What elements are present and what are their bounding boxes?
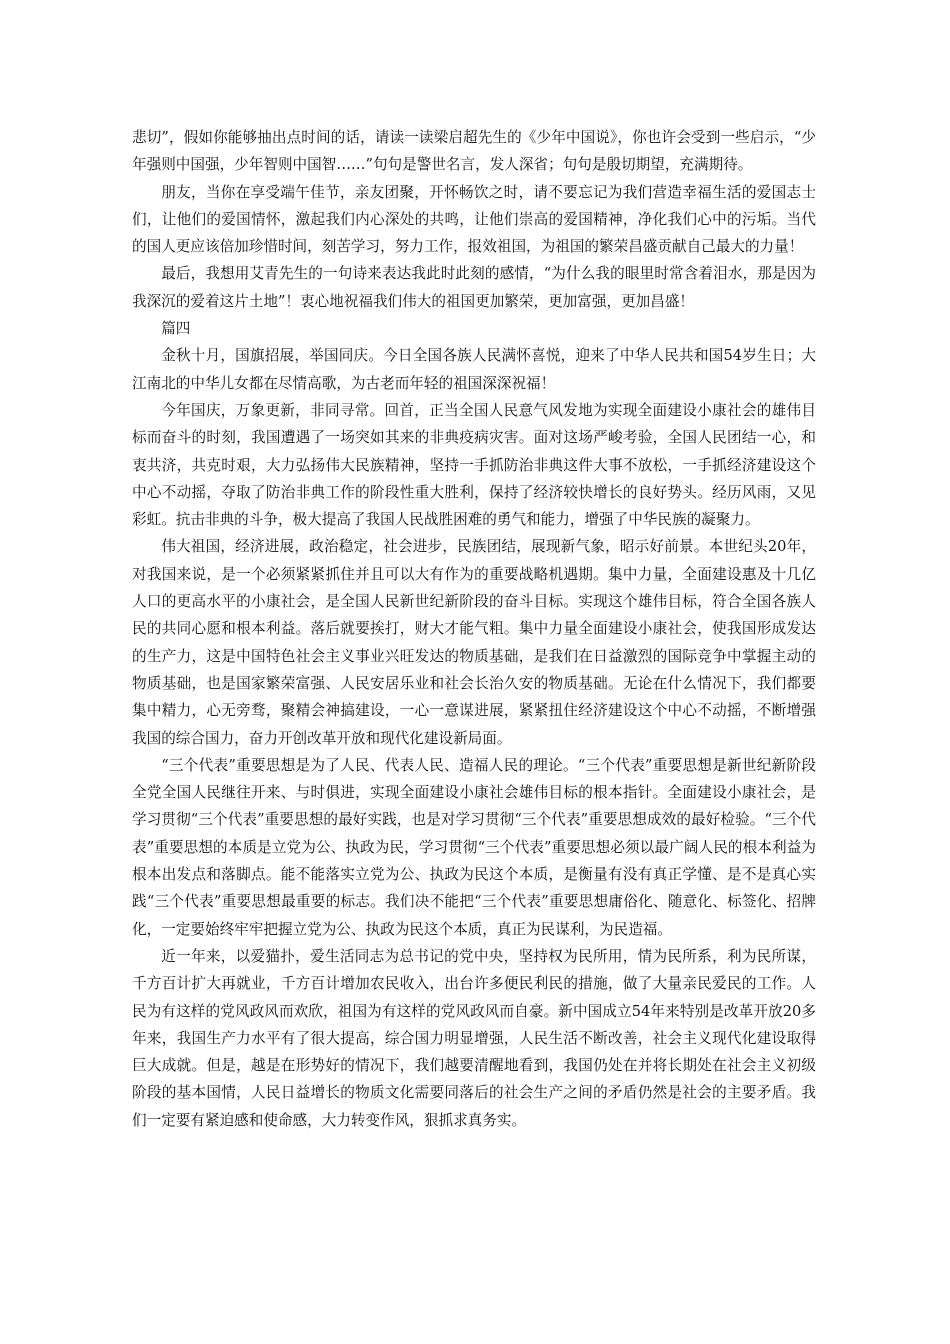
paragraph: 近一年来，以爱猫扑，爱生活同志为总书记的党中央，坚持权为民所用，情为民所系，利为民所谋，千方百计扩大再就业，千方百计增加农民收入，出台许多便民利民的措施，做了大量亲民爱民的工作。人民为有这样的党风政风而欢欣，祖国为有这样的党风政风而自豪。新中国成立54年来特别是改革开放20多年来，我国生产力水平有了很大提高，综合国力明显增强，人民生活不断改善，社会主义现代化建设取得巨大成就。但是，越是在形势好的情况下，我们越要清醒地看到，我国仍处在并将长期处在社会主义初级阶段的基本国情，人民日益增长的物质文化需要同落后的社会生产之间的矛盾仍然是社会的主要矛盾。我们一定要有紧迫感和使命感，大力转变作风，狠抓求真务实。 bbox=[132, 947, 816, 1129]
document-body bbox=[132, 124, 816, 1134]
paragraph: 金秋十月，国旗招展，举国同庆。今日全国各族人民满怀喜悦，迎来了中华人民共和国54岁生日；大江南北的中华儿女都在尽情高歌，为古老而年轻的祖国深深祝福！ bbox=[132, 347, 816, 392]
paragraph: “三个代表”重要思想是为了人民、代表人民、造福人民的理论。“三个代表”重要思想是新世纪新阶段全党全国人民继往开来、与时俱进，实现全面建设小康社会雄伟目标的根本指针。全面建设小康社会，是学习贯彻“三个代表”重要思想的最好实践，也是对学习贯彻“三个代表”重要思想成效的最好检验。“三个代表”重要思想的本质是立党为公、执政为民，学习贯彻“三个代表”重要思想必须以最广阔人民的根本利益为根本出发点和落脚点。能不能落实立党为公、执政为民这个本质，是衡量有没有真正学懂、是不是真心实践“三个代表”重要思想最重要的标志。我们决不能把“三个代表”重要思想庸俗化、随意化、标签化、招牌化，一定要始终牢牢把握立党为公、执政为民这个本质，真正为民谋利，为民造福。 bbox=[132, 756, 816, 938]
paragraph: 今年国庆，万象更新，非同寻常。回首，正当全国人民意气风发地为实现全面建设小康社会的雄伟目标而奋斗的时刻，我国遭遇了一场突如其来的非典疫病灾害。面对这场严峻考验，全国人民团结一心，和衷共济，共克时艰，大力弘扬伟大民族精神，坚持一手抓防治非典这件大事不放松，一手抓经济建设这个中心不动摇，夺取了防治非典工作的阶段性重大胜利，保持了经济较快增长的良好势头。经历风雨，又见彩虹。抗击非典的斗争，极大提高了我国人民战胜困难的勇气和能力，增强了中华民族的凝聚力。 bbox=[132, 401, 816, 529]
section-heading: 篇四 bbox=[161, 320, 191, 338]
paragraph: 最后，我想用艾青先生的一句诗来表达我此时此刻的感情，“为什么我的眼里时常含着泪水，那是因为我深沉的爱着这片土地”！衷心地祝福我们伟大的祖国更加繁荣，更加富强，更加昌盛！ bbox=[132, 265, 816, 310]
paragraph: 伟大祖国，经济进展，政治稳定，社会进步，民族团结，展现新气象，昭示好前景。本世纪头20年，对我国来说，是一个必须紧紧抓住并且可以大有作为的重要战略机遇期。集中力量，全面建设惠及十几亿人口的更高水平的小康社会，是全国人民新世纪新阶段的奋斗目标。实现这个雄伟目标，符合全国各族人民的共同心愿和根本利益。落后就要挨打，财大才能气粗。集中力量全面建设小康社会，使我国形成发达的生产力，这是中国特色社会主义事业兴旺发达的物质基础，是我们在日益激烈的国际竞争中掌握主动的物质基础，也是国家繁荣富强、人民安居乐业和社会长治久安的物质基础。无论在什么情况下，我们都要集中精力，心无旁骛，聚精会神搞建设，一心一意谋进展，紧紧扭住经济建设这个中心不动摇，不断增强我国的综合国力，奋力开创改革开放和现代化建设新局面。 bbox=[132, 538, 816, 747]
paragraph-continuation: 悲切”，假如你能够抽出点时间的话，请读一读梁启超先生的《少年中国说》，你也许会受到一些启示，“少年强则中国强，少年智则中国智……”句句是警世名言，发人深省；句句是殷切期望，充满期待。 bbox=[132, 129, 816, 174]
paragraph: 朋友，当你在享受端午佳节，亲友团聚，开怀畅饮之时，请不要忘记为我们营造幸福生活的爱国志士们，让他们的爱国情怀，激起我们内心深处的共鸣，让他们崇高的爱国精神，净化我们心中的污垢。当代的国人更应该倍加珍惜时间，刻苦学习，努力工作，报效祖国，为祖国的繁荣昌盛贡献自己最大的力量！ bbox=[132, 183, 816, 256]
